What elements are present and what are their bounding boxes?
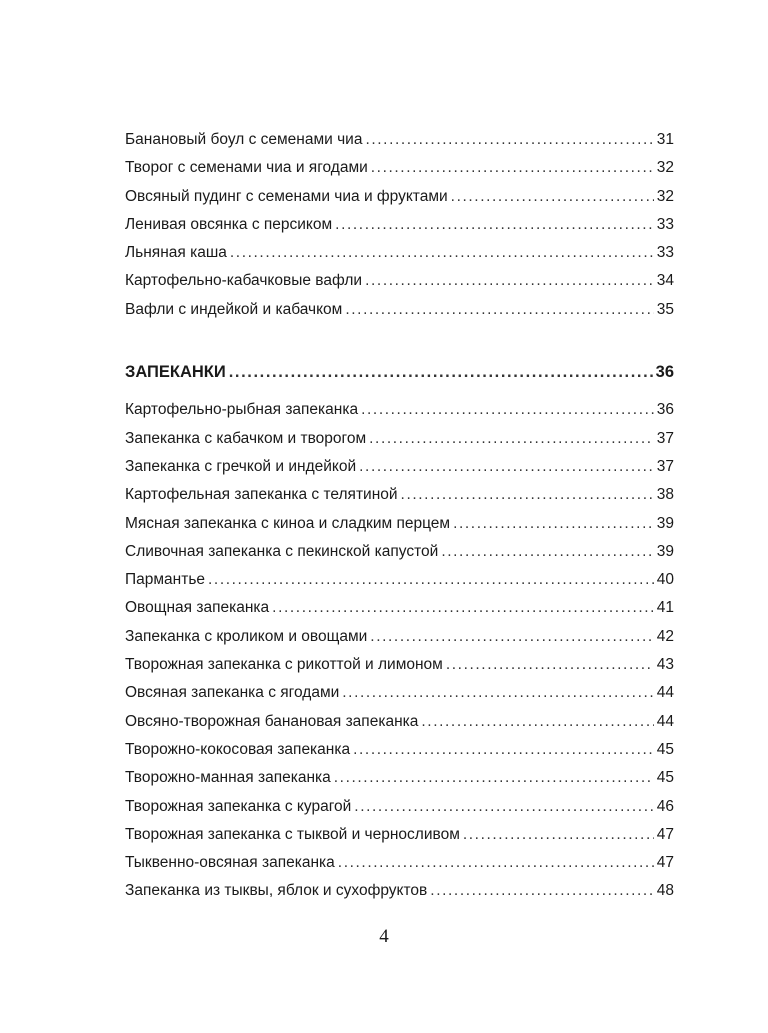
toc-entry-title: Ленивая овсянка с персиком bbox=[125, 215, 333, 233]
toc-entry-title: Тыквенно-овсяная запеканка bbox=[125, 854, 335, 872]
toc-entry[interactable] bbox=[125, 510, 674, 538]
toc-entry[interactable] bbox=[125, 877, 674, 905]
toc-entry[interactable] bbox=[125, 296, 674, 324]
toc-entry-page: 46 bbox=[656, 797, 674, 815]
toc-entry-page: 34 bbox=[656, 272, 674, 290]
toc-entry-page: 47 bbox=[656, 825, 674, 843]
toc-entry-title: Запеканка из тыквы, яблок и сухофруктов bbox=[125, 882, 428, 900]
toc-entry[interactable] bbox=[125, 538, 674, 566]
toc-entry-title: Овощная запеканка bbox=[125, 599, 270, 617]
toc-entry-title: Банановый боул с семенами чиа bbox=[125, 131, 363, 148]
toc-entry[interactable] bbox=[125, 239, 674, 267]
toc-entry-title: Картофельно-рыбная запеканка bbox=[125, 401, 359, 419]
toc-entry-page: 35 bbox=[656, 300, 674, 318]
dot-leader bbox=[229, 358, 653, 386]
toc-entry-title: Запеканка с гречкой и индейкой bbox=[125, 457, 357, 475]
toc-entry-title: Картофельно-кабачковые вафли bbox=[125, 272, 363, 290]
toc-entry[interactable] bbox=[125, 425, 674, 453]
dot-leader bbox=[401, 481, 654, 509]
toc-entry-page: 31 bbox=[656, 131, 674, 148]
toc-entry-page: 38 bbox=[656, 486, 674, 504]
toc-entry-page: 45 bbox=[656, 740, 674, 758]
dot-leader bbox=[353, 736, 654, 764]
toc-entry[interactable] bbox=[125, 849, 674, 877]
toc-entry-page: 37 bbox=[656, 457, 674, 475]
dot-leader bbox=[421, 708, 653, 736]
toc-entry-title: Творог с семенами чиа и ягодами bbox=[125, 159, 368, 177]
dot-leader bbox=[335, 211, 654, 239]
toc-entry-page: 48 bbox=[656, 882, 674, 900]
toc-entry-title: Картофельная запеканка с телятиной bbox=[125, 486, 398, 504]
toc-entry-title: Творожно-манная запеканка bbox=[125, 769, 331, 787]
toc-entry[interactable] bbox=[125, 211, 674, 239]
toc-entry-title: Овсяная запеканка с ягодами bbox=[125, 684, 340, 702]
toc-section-heading[interactable] bbox=[125, 358, 674, 386]
toc-entry-page: 33 bbox=[656, 215, 674, 233]
section-page-number: 36 bbox=[655, 363, 674, 382]
dot-leader bbox=[365, 267, 654, 295]
toc-entry-page: 37 bbox=[656, 429, 674, 447]
toc-entry-title: Запеканка с кабачком и творогом bbox=[125, 429, 367, 447]
toc-list-breakfasts bbox=[125, 126, 674, 324]
dot-leader bbox=[370, 623, 653, 651]
table-of-contents bbox=[125, 126, 674, 906]
toc-entry-title: Сливочная запеканка с пекинской капустой bbox=[125, 542, 439, 560]
toc-entry[interactable] bbox=[125, 154, 674, 182]
toc-entry-page: 42 bbox=[656, 627, 674, 645]
toc-entry-title: Творожно-кокосовая запеканка bbox=[125, 740, 351, 758]
toc-entry[interactable] bbox=[125, 708, 674, 736]
toc-entry[interactable] bbox=[125, 764, 674, 792]
dot-leader bbox=[361, 396, 654, 424]
toc-entry-page: 32 bbox=[656, 159, 674, 177]
toc-entry[interactable] bbox=[125, 126, 674, 154]
toc-entry-page: 33 bbox=[656, 244, 674, 262]
toc-entry-title: Льняная каша bbox=[125, 244, 227, 262]
dot-leader bbox=[334, 764, 654, 792]
toc-entry-page: 39 bbox=[656, 542, 674, 560]
toc-list-casseroles bbox=[125, 396, 674, 905]
toc-entry-title: Мясная запеканка с киноа и сладким перцем bbox=[125, 514, 451, 532]
dot-leader bbox=[208, 566, 654, 594]
toc-entry[interactable] bbox=[125, 267, 674, 295]
toc-entry-title: Творожная запеканка с курагой bbox=[125, 797, 352, 815]
toc-entry-page: 40 bbox=[656, 571, 674, 589]
toc-entry[interactable] bbox=[125, 453, 674, 481]
dot-leader bbox=[365, 126, 653, 154]
toc-entry-title: Пармантье bbox=[125, 571, 206, 589]
toc-entry-title: Запеканка с кроликом и овощами bbox=[125, 627, 368, 645]
dot-leader bbox=[453, 510, 654, 538]
dot-leader bbox=[371, 154, 654, 182]
toc-entry[interactable] bbox=[125, 623, 674, 651]
toc-entry-page: 44 bbox=[656, 712, 674, 730]
toc-entry-title: Овсяно-творожная банановая запеканка bbox=[125, 712, 419, 730]
dot-leader bbox=[342, 679, 653, 707]
toc-entry-title: Творожная запеканка с тыквой и черносливом bbox=[125, 825, 460, 843]
toc-entry-page: 41 bbox=[656, 599, 674, 617]
dot-leader bbox=[430, 877, 653, 905]
dot-leader bbox=[451, 183, 654, 211]
toc-entry-page: 45 bbox=[656, 769, 674, 787]
dot-leader bbox=[230, 239, 654, 267]
dot-leader bbox=[338, 849, 654, 877]
dot-leader bbox=[354, 793, 653, 821]
dot-leader bbox=[446, 651, 654, 679]
toc-entry[interactable] bbox=[125, 793, 674, 821]
dot-leader bbox=[369, 425, 654, 453]
toc-entry-title: Творожная запеканка с рикоттой и лимоном bbox=[125, 656, 443, 674]
toc-entry[interactable] bbox=[125, 566, 674, 594]
section-title: ЗАПЕКАНКИ bbox=[125, 363, 226, 382]
toc-entry-page: 36 bbox=[656, 401, 674, 419]
toc-entry[interactable] bbox=[125, 481, 674, 509]
dot-leader bbox=[441, 538, 653, 566]
toc-entry-page: 32 bbox=[656, 187, 674, 205]
toc-entry[interactable] bbox=[125, 594, 674, 622]
toc-entry[interactable] bbox=[125, 396, 674, 424]
dot-leader bbox=[345, 296, 653, 324]
dot-leader bbox=[272, 594, 654, 622]
toc-entry-page: 44 bbox=[656, 684, 674, 702]
dot-leader bbox=[463, 821, 654, 849]
page-number: 4 bbox=[379, 926, 389, 947]
toc-entry-page: 39 bbox=[656, 514, 674, 532]
toc-entry[interactable] bbox=[125, 183, 674, 211]
toc-entry-title: Вафли с индейкой и кабачком bbox=[125, 300, 343, 318]
toc-entry-page: 47 bbox=[656, 854, 674, 872]
toc-entry[interactable] bbox=[125, 736, 674, 764]
toc-entry-title: Овсяный пудинг с семенами чиа и фруктами bbox=[125, 187, 448, 205]
toc-entry[interactable] bbox=[125, 651, 674, 679]
toc-entry[interactable] bbox=[125, 821, 674, 849]
toc-entry-page: 43 bbox=[656, 656, 674, 674]
dot-leader bbox=[359, 453, 654, 481]
toc-entry[interactable] bbox=[125, 679, 674, 707]
